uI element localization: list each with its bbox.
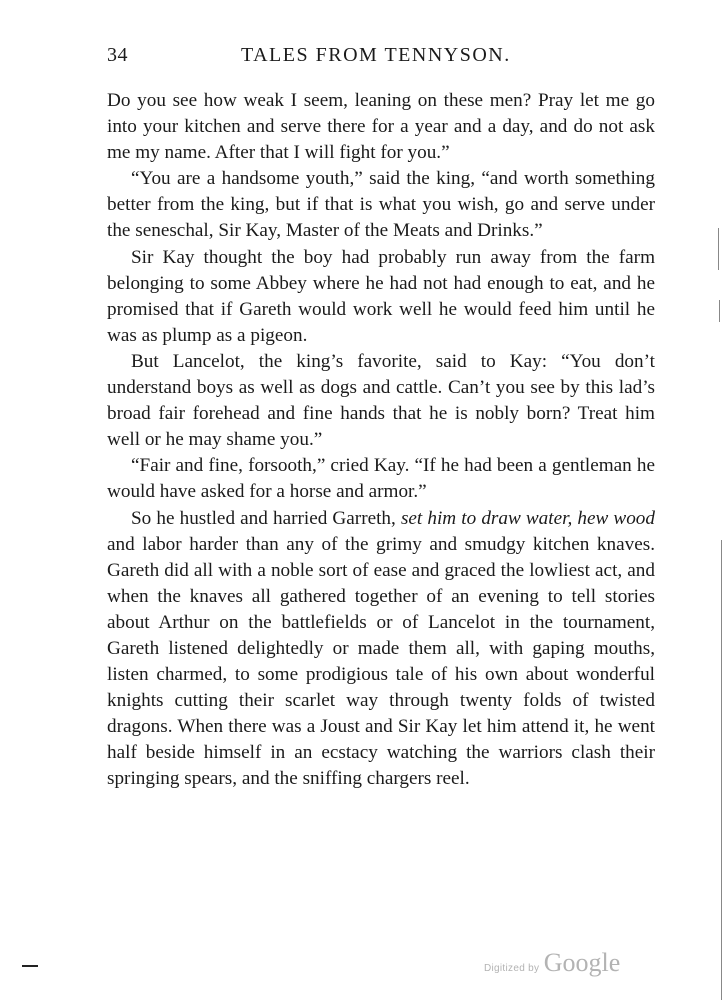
paragraph-2: “You are a handsome youth,” said the king, “and worth something better from the king, but if that is what you wish, go and serve under the seneschal, Sir Kay, Master of the Meats and Drinks.” [107, 168, 655, 242]
digitized-watermark [484, 948, 620, 978]
paragraph-6 [107, 506, 655, 793]
page-header [107, 44, 615, 74]
margin-dash-mark [22, 965, 38, 967]
google-logo: Google [543, 948, 621, 977]
page-number: 34 [107, 44, 128, 66]
page-edge-mark-2 [719, 300, 720, 322]
paragraph-6-start: So he hustled and harried Garreth, [131, 507, 401, 529]
paragraph-3: Sir Kay thought the boy had probably run away from the farm belonging to some Abbey where he had not had enough to eat, and he promised that if Gareth would work well he would feed him until he was as plump as a pigeon. [107, 246, 655, 346]
paragraph-5: “Fair and fine, forsooth,” cried Kay. “If he had been a gentleman he would have asked for a horse and armor.” [107, 455, 655, 503]
watermark-prefix: Digitized by [484, 963, 540, 974]
running-title: TALES FROM TENNYSON. [241, 44, 511, 66]
paragraph-4: But Lancelot, the king’s favorite, said to Kay: “You don’t understand boys as well as dogs and cattle. Can’t you see by this lad’s broad fair forehead and fine hands that he is nobly born? Treat him well or he may shame you.” [107, 350, 655, 451]
body-text [107, 88, 655, 793]
paragraph-6-end: and labor harder than any of the grimy and smudgy kitchen knaves. Gareth did all with a noble sort of ease and graced the lowliest act, and when the knaves all gathered together of an evening to tell stories about Arthur on the battlefields or of Lancelot in the tournament, Gareth listened delightedly or made them all, with gaping mouths, listen charmed, to some prodigious tale of his own about wonderful knights cutting their scarlet way through twenty folds of twisted dragons. When there was a Joust and Sir Kay let him attend it, he went half beside himself in an ecstacy watching the warriors clash their springing spears, and the sniffing chargers reel. [107, 533, 655, 790]
page-edge-mark-3 [721, 540, 722, 1000]
page-edge-mark-1 [718, 228, 719, 270]
paragraph-6-italic: set him to draw water, hew wood [400, 507, 655, 529]
paragraph-1: Do you see how weak I seem, leaning on these men? Pray let me go into your kitchen and serve there for a year and a day, and do not ask me my name. After that I will fight for you.” [107, 90, 655, 164]
